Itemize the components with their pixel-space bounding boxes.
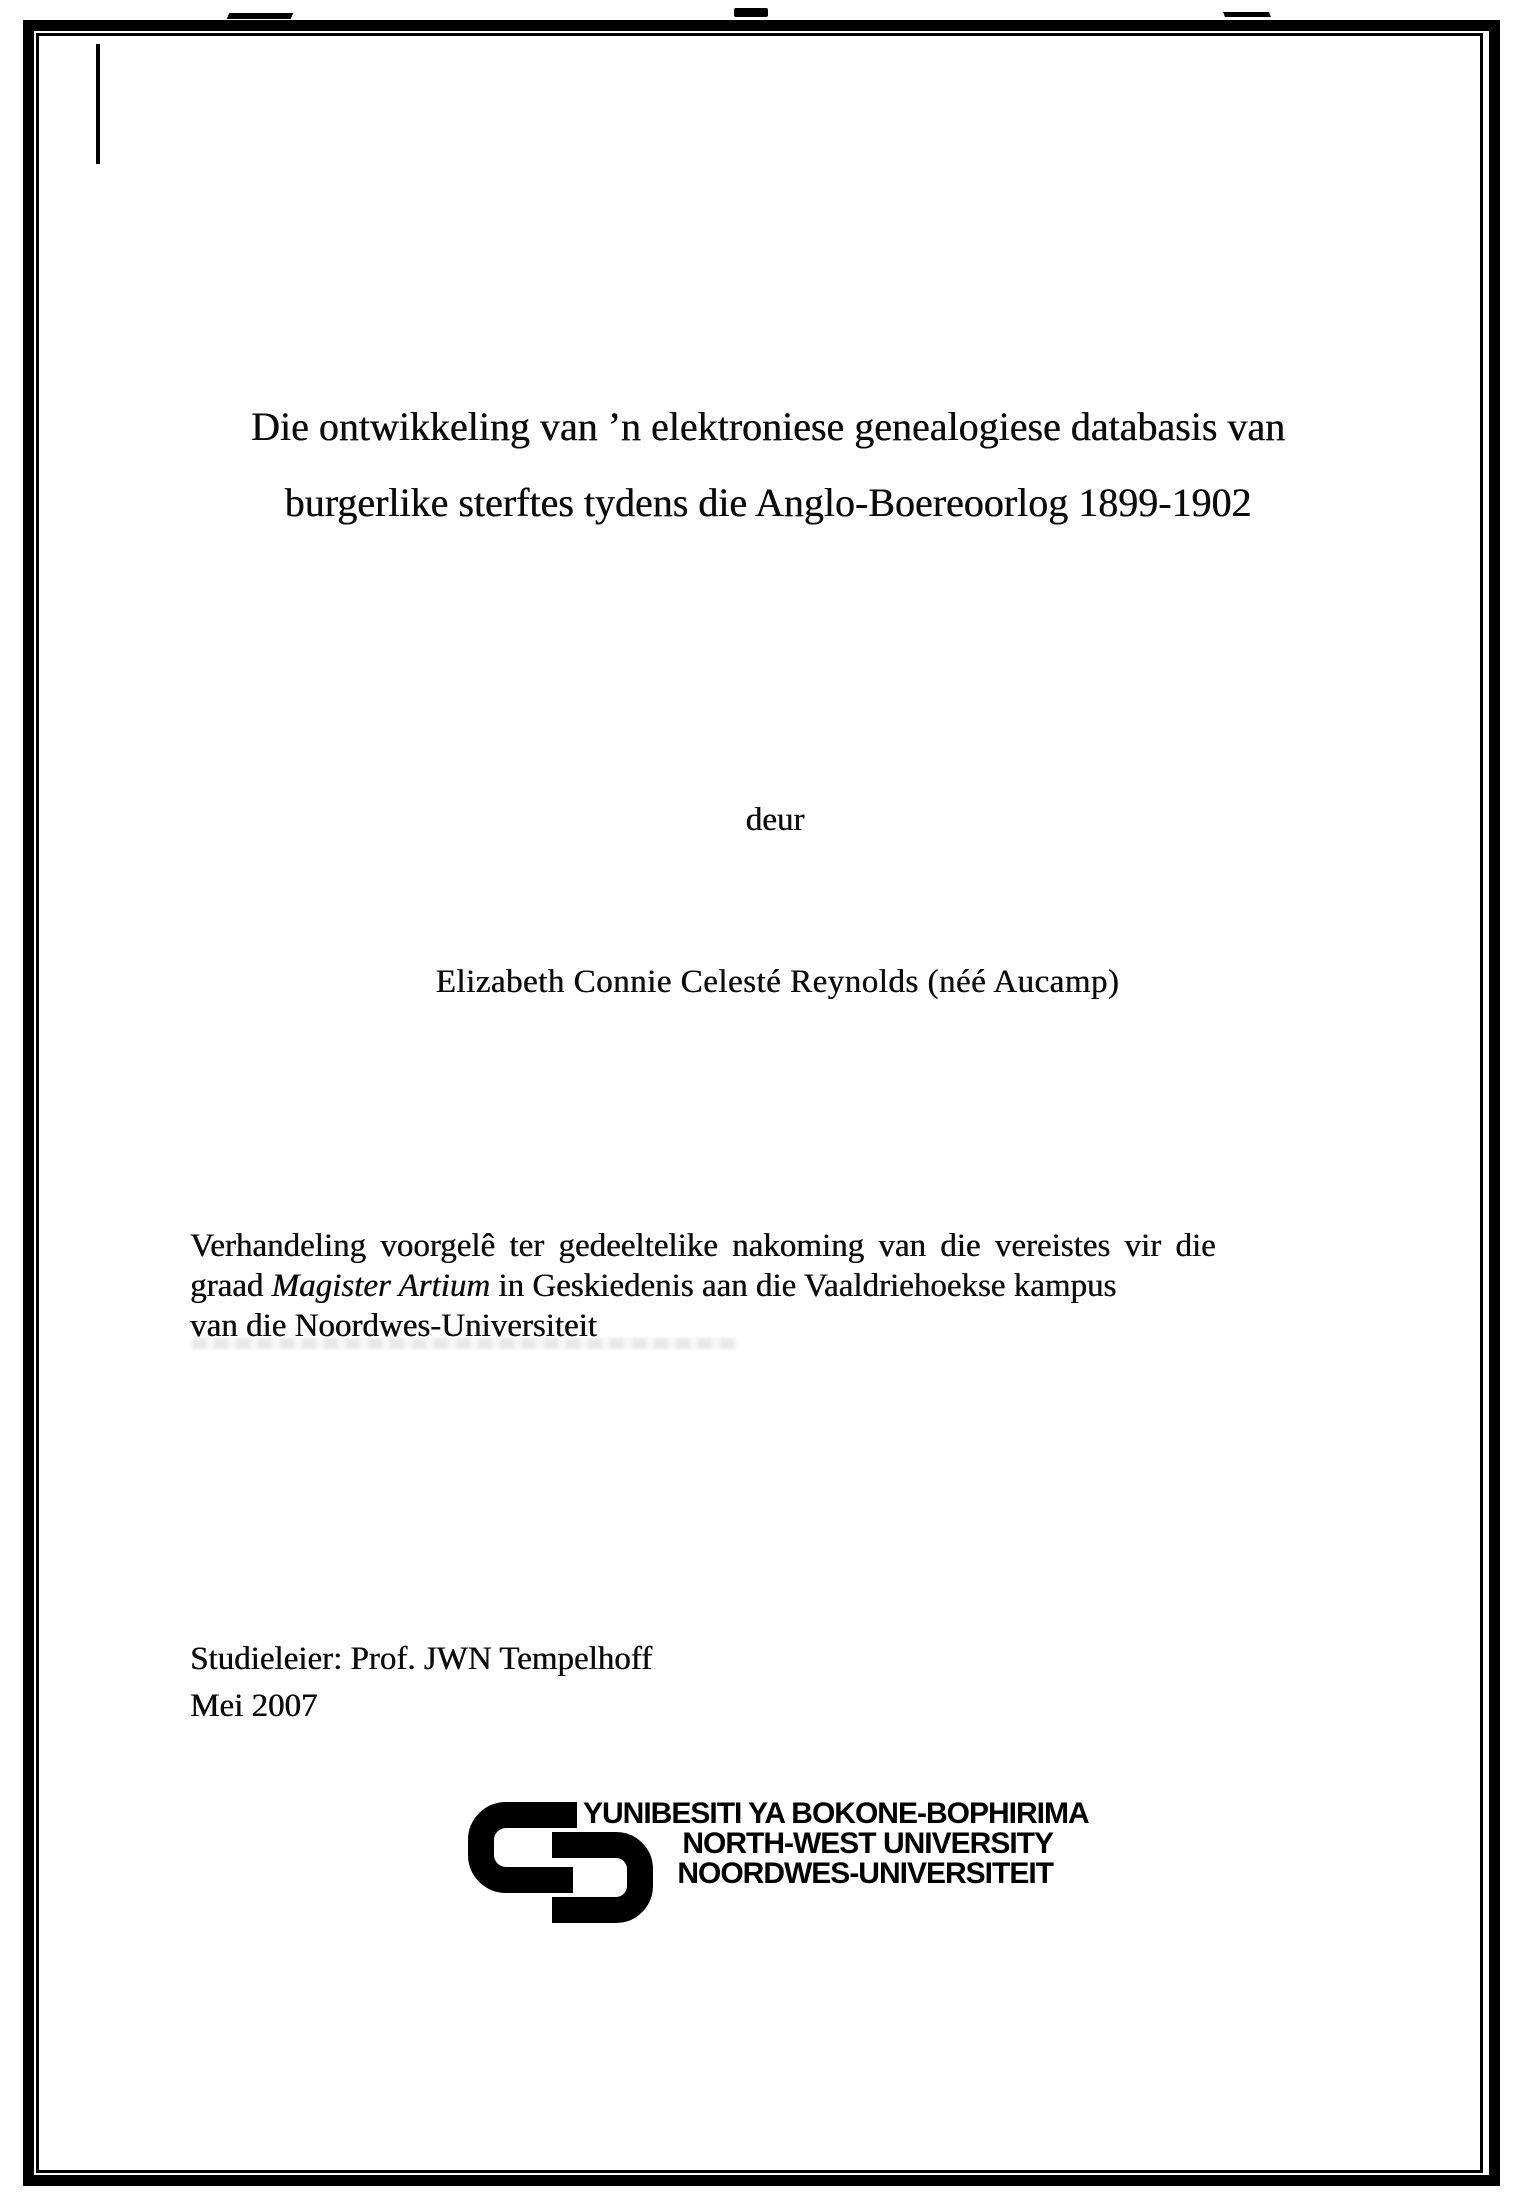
north-west-university-logo bbox=[468, 1797, 1089, 1932]
scan-speck bbox=[1223, 12, 1271, 17]
degree-statement-line-3: van die Noordwes-Universiteit bbox=[190, 1308, 597, 1344]
degree-statement-line-1: Verhandeling voorgelê ter gedeeltelike nakoming van die vereistes vir die bbox=[190, 1228, 1216, 1264]
nwu-logo-line-setswana: YUNIBESITI YA BOKONE-BOPHIRIMA bbox=[583, 1797, 1089, 1830]
scan-speck bbox=[227, 13, 294, 19]
scan-ghost-artifact bbox=[192, 1338, 737, 1349]
degree-name-italic: Magister Artium bbox=[271, 1268, 491, 1304]
degree-statement-line-2-prefix: graad bbox=[190, 1268, 272, 1304]
nwu-logo-line-afrikaans: NOORDWES-UNIVERSITEIT bbox=[677, 1857, 1053, 1890]
thesis-title-line-2: burgerlike sterftes tydens die Anglo-Boereoorlog 1899-1902 bbox=[284, 480, 1252, 525]
nwu-logo-wordmark bbox=[583, 1797, 1089, 1890]
byline-word: deur bbox=[745, 802, 805, 838]
degree-statement-line-2-suffix: in Geskiedenis aan die Vaaldriehoekse kampus bbox=[490, 1268, 1117, 1304]
thesis-title-line-1: Die ontwikkeling van ’n elektroniese genealogiese databasis van bbox=[250, 404, 1286, 449]
author-name: Elizabeth Connie Celesté Reynolds (néé Aucamp) bbox=[435, 964, 1120, 1000]
nwu-logo-line-english: NORTH-WEST UNIVERSITY bbox=[682, 1827, 1053, 1860]
scan-speck bbox=[734, 8, 768, 17]
degree-statement-line-2 bbox=[190, 1266, 1340, 1306]
thesis-title bbox=[183, 389, 1353, 541]
supervisor-block bbox=[190, 1636, 1090, 1730]
date-line: Mei 2007 bbox=[190, 1688, 318, 1724]
supervisor-line: Studieleier: Prof. JWN Tempelhoff bbox=[190, 1641, 653, 1677]
degree-statement bbox=[190, 1226, 1340, 1346]
